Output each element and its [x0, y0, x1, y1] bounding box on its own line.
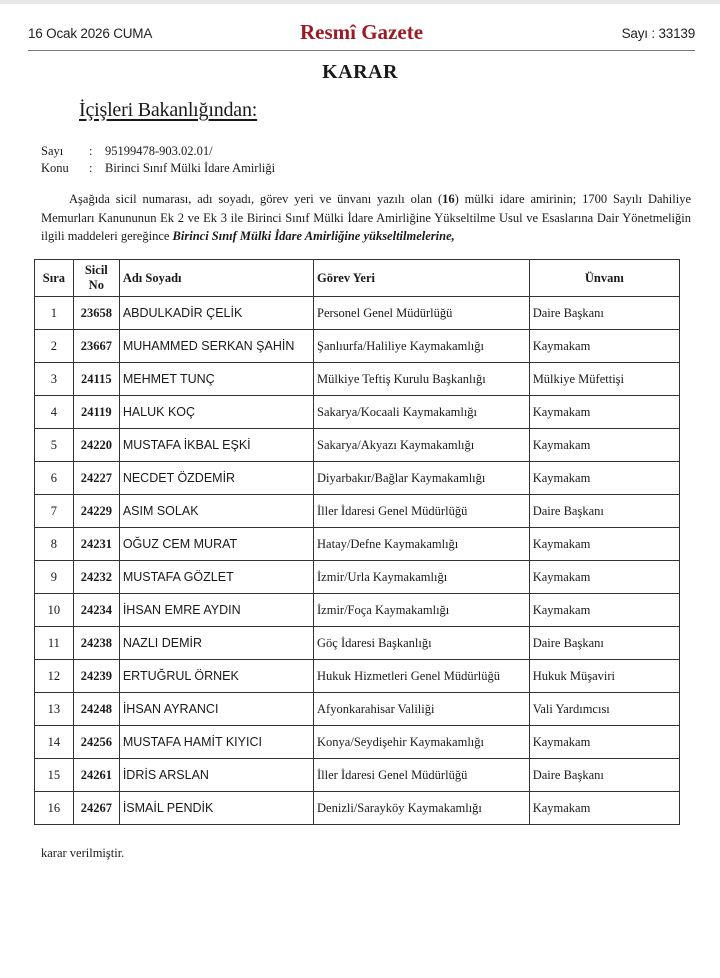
cell-unvan: Kaymakam [529, 462, 679, 495]
cell-gorev-yeri: Hatay/Defne Kaymakamlığı [314, 528, 530, 561]
konu-value: Birinci Sınıf Mülki İdare Amirliği [105, 161, 276, 175]
cell-sira: 8 [35, 528, 74, 561]
cell-unvan: Kaymakam [529, 330, 679, 363]
cell-gorev-yeri: İzmir/Foça Kaymakamlığı [314, 594, 530, 627]
cell-sicil: 24115 [73, 363, 119, 396]
cell-name: ERTUĞRUL ÖRNEK [119, 660, 313, 693]
cell-sicil: 24227 [73, 462, 119, 495]
cell-gorev-yeri: Göç İdaresi Başkanlığı [314, 627, 530, 660]
table-row [35, 330, 680, 363]
cell-gorev-yeri: İller İdaresi Genel Müdürlüğü [314, 495, 530, 528]
cell-sira: 10 [35, 594, 74, 627]
cell-gorev-yeri: Mülkiye Teftiş Kurulu Başkanlığı [314, 363, 530, 396]
gazette-title: Resmî Gazete [299, 20, 424, 44]
ministry-title: İçişleri Bakanlığından: [79, 99, 258, 121]
cell-sicil: 24232 [73, 561, 119, 594]
sayi-separator: : [89, 144, 93, 158]
para-part2: ) mülki idare amirinin; 1700 Sayılı Dahiliye Memurları Kanununun Ek 2 ve Ek 3 ile Birinci Sınıf Mülki İdare Amirliğine Yükseltilme Usul ve Esaslarına Dair Yönetmeliğin ilgili maddeleri gereğince [41, 192, 691, 243]
cell-unvan: Daire Başkanı [529, 495, 679, 528]
cell-gorev-yeri: Denizli/Sarayköy Kaymakamlığı [314, 792, 530, 825]
cell-sira: 7 [35, 495, 74, 528]
closing-text: karar verilmiştir. [41, 846, 125, 860]
cell-name: İSMAİL PENDİK [119, 792, 313, 825]
cell-name: MUSTAFA HAMİT KIYICI [119, 726, 313, 759]
table-row [35, 297, 680, 330]
cell-sicil: 24229 [73, 495, 119, 528]
cell-unvan: Kaymakam [529, 429, 679, 462]
para-count: 16 [442, 192, 455, 206]
cell-sicil: 24234 [73, 594, 119, 627]
col-name: Adı Soyadı [119, 260, 313, 297]
table-row [35, 462, 680, 495]
cell-sicil: 24231 [73, 528, 119, 561]
document-heading: KARAR [322, 61, 398, 83]
cell-gorev-yeri: Diyarbakır/Bağlar Kaymakamlığı [314, 462, 530, 495]
issue-number: Sayı : 33139 [621, 26, 695, 41]
cell-sira: 2 [35, 330, 74, 363]
col-unvan: Ünvanı [529, 260, 679, 297]
cell-sicil: 23667 [73, 330, 119, 363]
cell-name: ABDULKADİR ÇELİK [119, 297, 313, 330]
cell-unvan: Kaymakam [529, 528, 679, 561]
cell-unvan: Mülkiye Müfettişi [529, 363, 679, 396]
meta-konu [41, 161, 275, 176]
cell-name: HALUK KOÇ [119, 396, 313, 429]
col-sicil-line2: No [88, 278, 104, 292]
cell-sicil: 24261 [73, 759, 119, 792]
top-strip [0, 0, 720, 4]
cell-sira: 1 [35, 297, 74, 330]
cell-name: NECDET ÖZDEMİR [119, 462, 313, 495]
cell-sicil: 24119 [73, 396, 119, 429]
table-row [35, 363, 680, 396]
cell-sira: 15 [35, 759, 74, 792]
table-row [35, 726, 680, 759]
cell-gorev-yeri: Konya/Seydişehir Kaymakamlığı [314, 726, 530, 759]
cell-unvan: Kaymakam [529, 561, 679, 594]
cell-gorev-yeri: Hukuk Hizmetleri Genel Müdürlüğü [314, 660, 530, 693]
table-row [35, 792, 680, 825]
table-row [35, 594, 680, 627]
cell-sicil: 24238 [73, 627, 119, 660]
cell-unvan: Kaymakam [529, 396, 679, 429]
gazette-header [28, 20, 695, 51]
cell-sira: 13 [35, 693, 74, 726]
cell-sira: 4 [35, 396, 74, 429]
sayi-value: 95199478-903.02.01/ [105, 144, 213, 158]
cell-gorev-yeri: Sakarya/Kocaali Kaymakamlığı [314, 396, 530, 429]
col-sira: Sıra [35, 260, 74, 297]
col-sicil-line1: Sicil [84, 263, 108, 277]
table-row [35, 495, 680, 528]
cell-name: NAZLI DEMİR [119, 627, 313, 660]
cell-sira: 5 [35, 429, 74, 462]
cell-unvan: Daire Başkanı [529, 759, 679, 792]
cell-gorev-yeri: Şanlıurfa/Haliliye Kaymakamlığı [314, 330, 530, 363]
para-emphasis: Birinci Sınıf Mülki İdare Amirliğine yükseltilmelerine, [172, 229, 455, 243]
cell-sira: 6 [35, 462, 74, 495]
cell-name: MUSTAFA GÖZLET [119, 561, 313, 594]
cell-sicil: 24220 [73, 429, 119, 462]
cell-unvan: Daire Başkanı [529, 297, 679, 330]
konu-label: Konu [41, 161, 69, 175]
cell-name: MUHAMMED SERKAN ŞAHİN [119, 330, 313, 363]
cell-unvan: Kaymakam [529, 792, 679, 825]
decision-paragraph [41, 190, 691, 246]
cell-gorev-yeri: Personel Genel Müdürlüğü [314, 297, 530, 330]
cell-unvan: Kaymakam [529, 594, 679, 627]
cell-gorev-yeri: Afyonkarahisar Valiliği [314, 693, 530, 726]
cell-sicil: 23658 [73, 297, 119, 330]
cell-sira: 14 [35, 726, 74, 759]
cell-gorev-yeri: Sakarya/Akyazı Kaymakamlığı [314, 429, 530, 462]
table-row [35, 561, 680, 594]
cell-sira: 11 [35, 627, 74, 660]
cell-sicil: 24256 [73, 726, 119, 759]
cell-sira: 12 [35, 660, 74, 693]
cell-sicil: 24239 [73, 660, 119, 693]
cell-sira: 3 [35, 363, 74, 396]
cell-sira: 16 [35, 792, 74, 825]
col-gorev-yeri: Görev Yeri [314, 260, 530, 297]
cell-name: OĞUZ CEM MURAT [119, 528, 313, 561]
table-row [35, 759, 680, 792]
col-sicil [73, 260, 119, 297]
promotion-table [34, 259, 680, 825]
cell-sira: 9 [35, 561, 74, 594]
cell-name: İHSAN AYRANCI [119, 693, 313, 726]
table-row [35, 660, 680, 693]
cell-sicil: 24248 [73, 693, 119, 726]
cell-unvan: Kaymakam [529, 726, 679, 759]
konu-separator: : [89, 161, 93, 175]
para-part1: Aşağıda sicil numarası, adı soyadı, görev yeri ve ünvanı yazılı olan ( [69, 192, 443, 206]
cell-name: MEHMET TUNÇ [119, 363, 313, 396]
cell-unvan: Vali Yardımcısı [529, 693, 679, 726]
table-row [35, 396, 680, 429]
cell-unvan: Hukuk Müşaviri [529, 660, 679, 693]
cell-name: İDRİS ARSLAN [119, 759, 313, 792]
cell-name: İHSAN EMRE AYDIN [119, 594, 313, 627]
meta-sayi [41, 144, 213, 159]
sayi-label: Sayı [41, 144, 64, 158]
cell-name: MUSTAFA İKBAL EŞKİ [119, 429, 313, 462]
cell-sicil: 24267 [73, 792, 119, 825]
table-row [35, 627, 680, 660]
table-row [35, 429, 680, 462]
cell-gorev-yeri: İller İdaresi Genel Müdürlüğü [314, 759, 530, 792]
table-row [35, 528, 680, 561]
cell-name: ASIM SOLAK [119, 495, 313, 528]
table-row [35, 693, 680, 726]
table-header-row [35, 260, 680, 297]
cell-unvan: Daire Başkanı [529, 627, 679, 660]
cell-gorev-yeri: İzmir/Urla Kaymakamlığı [314, 561, 530, 594]
issue-date: 16 Ocak 2026 CUMA [28, 26, 153, 41]
